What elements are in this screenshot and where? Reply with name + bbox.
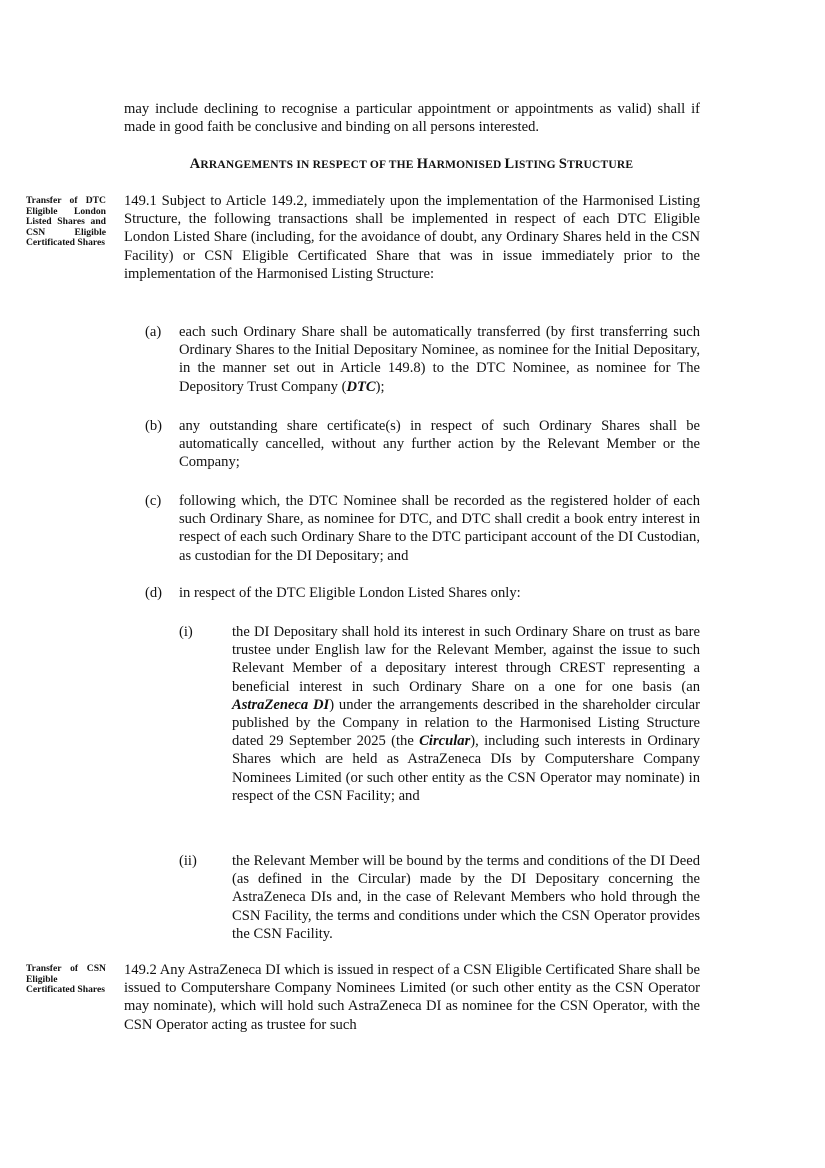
side-note-transfer-csn: Transfer of CSN Eligible Certificated Shares — [26, 963, 106, 996]
subitem-ii-label: (ii) — [179, 853, 197, 869]
subitem-i-label: (i) — [179, 624, 193, 640]
clause-149-2: 149.2 Any AstraZeneca DI which is issued in respect of a CSN Eligible Certificated Share shall be issued to Computershare Company Nominees Limited (or such other entity as the CSN Operator may nominate), which will hold such AstraZeneca DI as nominee for the CSN Operator, with the CSN Operator acting as trustee for such — [124, 962, 700, 1033]
item-c-label: (c) — [145, 493, 162, 509]
item-d-label: (d) — [145, 585, 163, 601]
clause-149-1: 149.1 Subject to Article 149.2, immediately upon the implementation of the Harmonised Listing Structure, the following transactions shall be implemented in respect of each DTC Eligible London Listed Share (including, for the avoidance of doubt, any Ordinary Shares held in the CSN Facility) or CSN Eligible Certificated Share that was in issue immediately prior to the implementation of the Harmonised Listing Structure: — [124, 193, 700, 282]
side-note-transfer-dtc: Transfer of DTC Eligible London Listed Shares and CSN Eligible Certificated Shares — [26, 195, 106, 249]
item-a-text: each such Ordinary Share shall be automatically transferred (by first transferring such Ordinary Shares to the Initial Depositary Nominee, as nominee for the Initial Depositary, in the manner set out in Article 149.8) to the DTC Nominee, as nominee for The Depository Trust Company (DTC); — [179, 324, 700, 395]
subitem-ii-text: the Relevant Member will be bound by the terms and conditions of the DI Deed (as defined in the Circular) made by the DI Depositary concerning the AstraZeneca DIs and, in the case of Relevant Members who hold through the CSN Facility, the terms and conditions under which the CSN Operator provides the CSN Facility. — [232, 853, 700, 942]
continuation-paragraph: may include declining to recognise a particular appointment or appointments as valid) shall if made in good faith be conclusive and binding on all persons interested. — [124, 101, 700, 136]
subitem-i-text: the DI Depositary shall hold its interest in such Ordinary Share on trust as bare trustee under English law for the Relevant Member, against the issue to such Relevant Member of a depositary interest through CREST representing a beneficial interest in such Ordinary Share on a one for one basis (an AstraZeneca DI) under the arrangements described in the shareholder circular published by the Company in relation to the Harmonised Listing Structure dated 29 September 2025 (the Circular), including such interests in Ordinary Shares which are held as AstraZeneca DIs by Computershare Company Nominees Limited (or such other entity as the CSN Operator may nominate) in respect of the CSN Facility; and — [232, 624, 700, 804]
item-b-text: any outstanding share certificate(s) in respect of such Ordinary Shares shall be automatically cancelled, without any further action by the Relevant Member or the Company; — [179, 418, 700, 471]
item-c-text: following which, the DTC Nominee shall be recorded as the registered holder of each such Ordinary Share, as nominee for DTC, and DTC shall credit a book entry interest in respect of each such Ordinary Share to the DTC participant account of the DI Custodian, as custodian for the DI Depositary; and — [179, 493, 700, 564]
section-heading: ARRANGEMENTS IN RESPECT OF THE HARMONISED LISTING STRUCTURE — [189, 156, 634, 172]
item-a-label: (a) — [145, 324, 162, 340]
item-d-text: in respect of the DTC Eligible London Listed Shares only: — [179, 585, 521, 601]
item-b-label: (b) — [145, 418, 163, 434]
